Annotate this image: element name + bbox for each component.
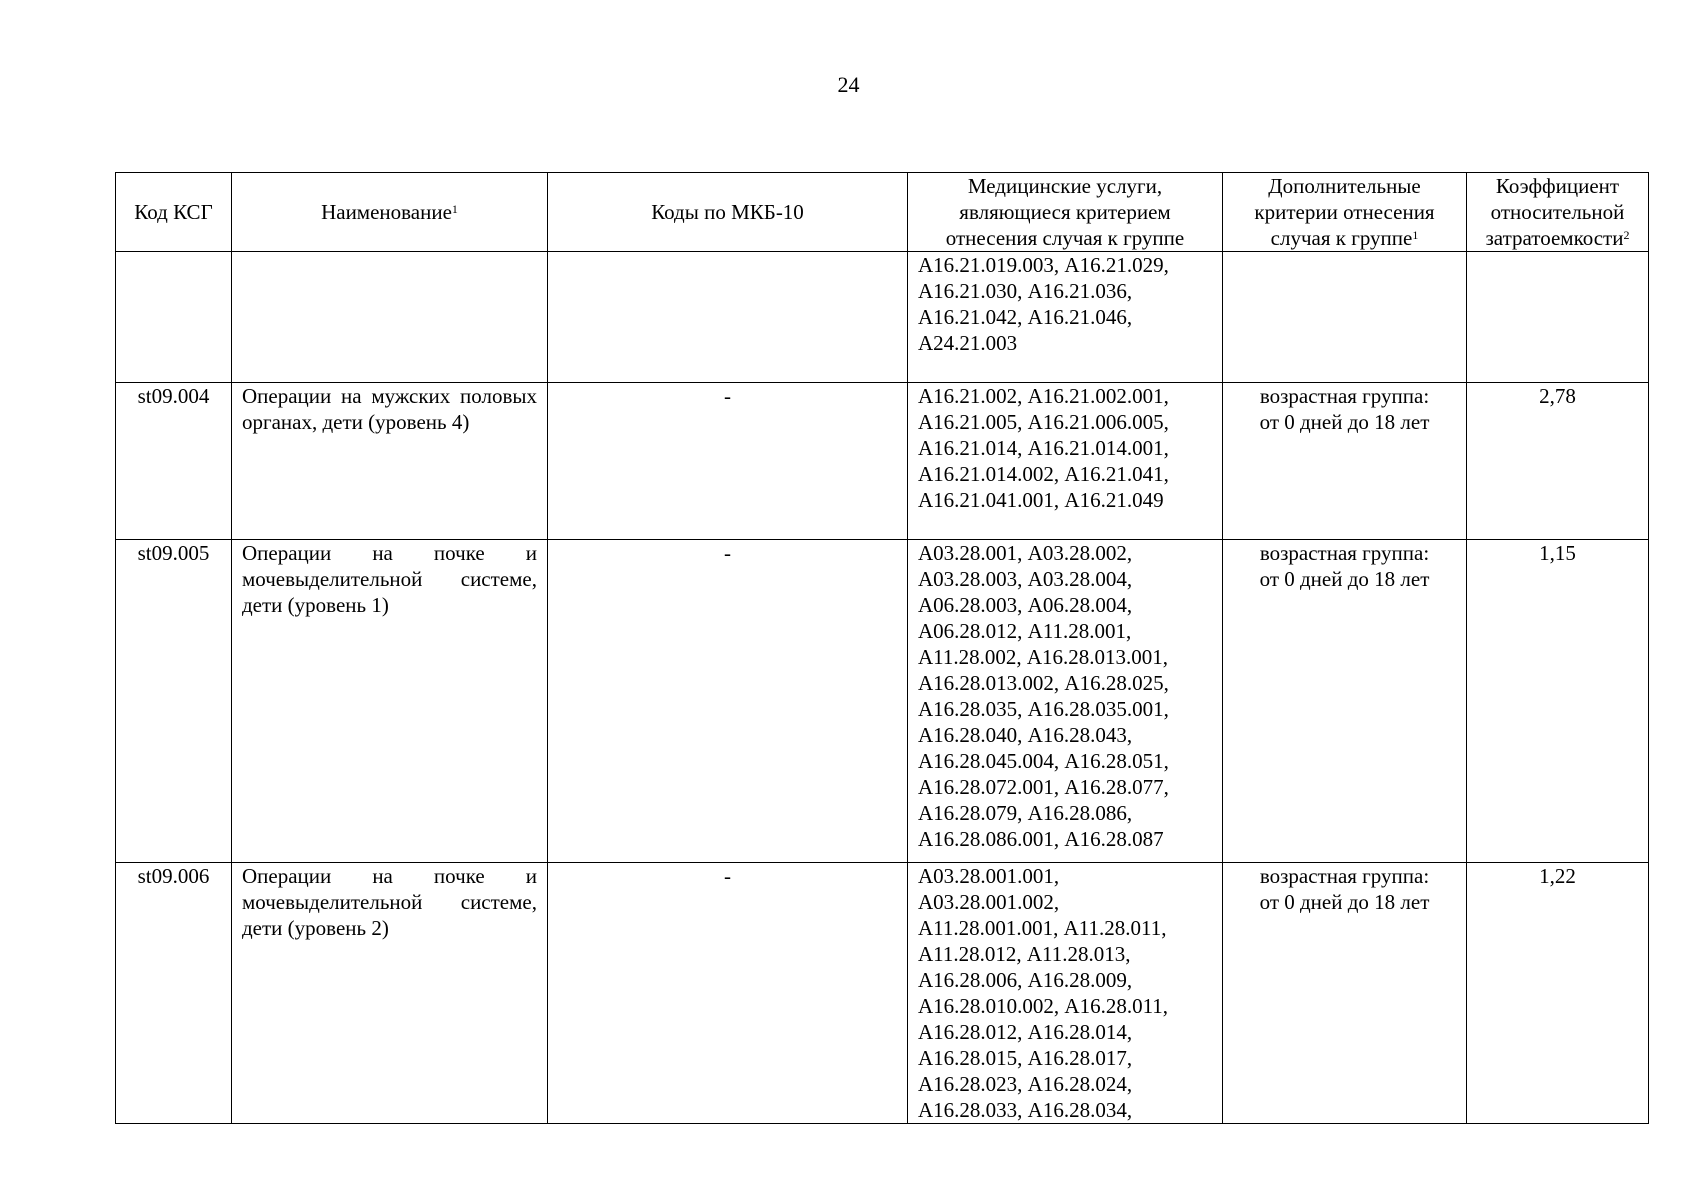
ksg-table	[115, 172, 1649, 1124]
header-criteria-line: критерии отнесения	[1254, 200, 1435, 224]
cell-name: Операции на мужских половых органах, дети (уровень 4)	[232, 383, 548, 540]
service-codes-line: А16.28.010.002, А16.28.011,	[918, 994, 1169, 1018]
table-row	[116, 863, 1649, 1124]
cell-code: st09.004	[116, 383, 232, 540]
service-codes-line: А16.28.035, А16.28.035.001,	[918, 697, 1169, 721]
service-codes-line: А16.21.030, А16.21.036,	[918, 279, 1133, 303]
cell-code: st09.005	[116, 540, 232, 863]
service-codes-line: А16.28.072.001, А16.28.077,	[918, 775, 1169, 799]
header-coef-line: Коэффициент	[1495, 174, 1620, 198]
criteria-line: от 0 дней до 18 лет	[1259, 890, 1430, 914]
criteria-line: возрастная группа:	[1259, 864, 1430, 888]
service-codes-line: А16.28.045.004, А16.28.051,	[918, 749, 1169, 773]
cell-name	[232, 252, 548, 383]
service-codes-line: А11.28.001.001, А11.28.011,	[918, 916, 1167, 940]
cell-name: Операции на почке и мочевыделительной системе, дети (уровень 2)	[232, 863, 548, 1124]
header-services	[908, 173, 1223, 252]
service-codes-line: А16.28.006, А16.28.009,	[918, 968, 1133, 992]
service-codes-line: А03.28.001, А03.28.002,	[918, 541, 1133, 565]
header-coef	[1467, 173, 1649, 252]
page-number: 24	[837, 72, 860, 97]
table-header-row	[116, 173, 1649, 252]
service-codes-line: А16.21.005, А16.21.006.005,	[918, 410, 1169, 434]
service-codes-line: А16.28.012, А16.28.014,	[918, 1020, 1133, 1044]
header-name-footnote: 1	[451, 202, 458, 216]
service-codes-line: А16.28.013.002, А16.28.025,	[918, 671, 1169, 695]
header-criteria-line	[1233, 225, 1456, 251]
header-coef-line	[1477, 225, 1638, 251]
service-codes-line: А16.21.014.002, А16.21.041,	[918, 462, 1169, 486]
cell-services	[908, 383, 1223, 540]
cell-mkb: -	[548, 383, 908, 540]
service-codes-line: А16.28.086.001, А16.28.087	[918, 827, 1164, 851]
header-name	[232, 173, 548, 252]
cell-criteria	[1223, 863, 1467, 1124]
service-codes-line: А11.28.002, А16.28.013.001,	[918, 645, 1169, 669]
header-coef-line: относительной	[1490, 200, 1625, 224]
service-codes-line: А03.28.003, А03.28.004,	[918, 567, 1133, 591]
service-codes-line: А16.21.042, А16.21.046,	[918, 305, 1133, 329]
cell-name: Операции на почке и мочевыделительной системе, дети (уровень 1)	[232, 540, 548, 863]
cell-coef: 2,78	[1467, 383, 1649, 540]
header-criteria-footnote: 1	[1412, 228, 1419, 242]
header-criteria-text: случая к группе	[1270, 226, 1413, 250]
service-codes-line: А16.28.079, А16.28.086,	[918, 801, 1133, 825]
header-coef-text: затратоемкости	[1485, 226, 1624, 250]
table-row	[116, 540, 1649, 863]
service-codes-line: А24.21.003	[918, 331, 1018, 355]
cell-services	[908, 863, 1223, 1124]
header-services-line: являющиеся критерием	[959, 200, 1171, 224]
criteria-line: возрастная группа:	[1259, 384, 1430, 408]
header-name-text: Наименование	[321, 200, 452, 224]
cell-coef: 1,22	[1467, 863, 1649, 1124]
cell-code: st09.006	[116, 863, 232, 1124]
cell-mkb	[548, 252, 908, 383]
cell-coef: 1,15	[1467, 540, 1649, 863]
service-codes-line: А16.21.002, А16.21.002.001,	[918, 384, 1169, 408]
service-codes-line: А16.21.041.001, А16.21.049	[918, 488, 1164, 512]
service-codes-line: А16.28.015, А16.28.017,	[918, 1046, 1133, 1070]
service-codes-line: А06.28.003, А06.28.004,	[918, 593, 1133, 617]
cell-services	[908, 540, 1223, 863]
service-codes-line: А16.21.014, А16.21.014.001,	[918, 436, 1169, 460]
cell-services	[908, 252, 1223, 383]
header-code: Код КСГ	[116, 173, 232, 252]
header-services-line: Медицинские услуги,	[967, 174, 1163, 198]
cell-criteria	[1223, 540, 1467, 863]
header-criteria-line: Дополнительные	[1268, 174, 1421, 198]
service-codes-line: А16.28.033, А16.28.034,	[918, 1098, 1133, 1122]
service-codes-line: А16.21.019.003, А16.21.029,	[918, 253, 1169, 277]
service-codes-line: А03.28.001.002,	[918, 890, 1060, 914]
cell-mkb: -	[548, 540, 908, 863]
cell-mkb: -	[548, 863, 908, 1124]
cell-coef	[1467, 252, 1649, 383]
table-row	[116, 383, 1649, 540]
service-codes-line: А03.28.001.001,	[918, 864, 1060, 888]
service-codes-line: А06.28.012, А11.28.001,	[918, 619, 1132, 643]
criteria-line: возрастная группа:	[1259, 541, 1430, 565]
service-codes-line: А11.28.012, А11.28.013,	[918, 942, 1131, 966]
criteria-line: от 0 дней до 18 лет	[1259, 567, 1430, 591]
header-services-line: отнесения случая к группе	[945, 226, 1185, 250]
service-codes-line: А16.28.023, А16.28.024,	[918, 1072, 1133, 1096]
cell-criteria	[1223, 252, 1467, 383]
table-row	[116, 252, 1649, 383]
header-mkb: Коды по МКБ-10	[548, 173, 908, 252]
header-coef-footnote: 2	[1623, 228, 1630, 242]
header-criteria	[1223, 173, 1467, 252]
criteria-line: от 0 дней до 18 лет	[1259, 410, 1430, 434]
cell-criteria	[1223, 383, 1467, 540]
service-codes-line: А16.28.040, А16.28.043,	[918, 723, 1133, 747]
cell-code	[116, 252, 232, 383]
